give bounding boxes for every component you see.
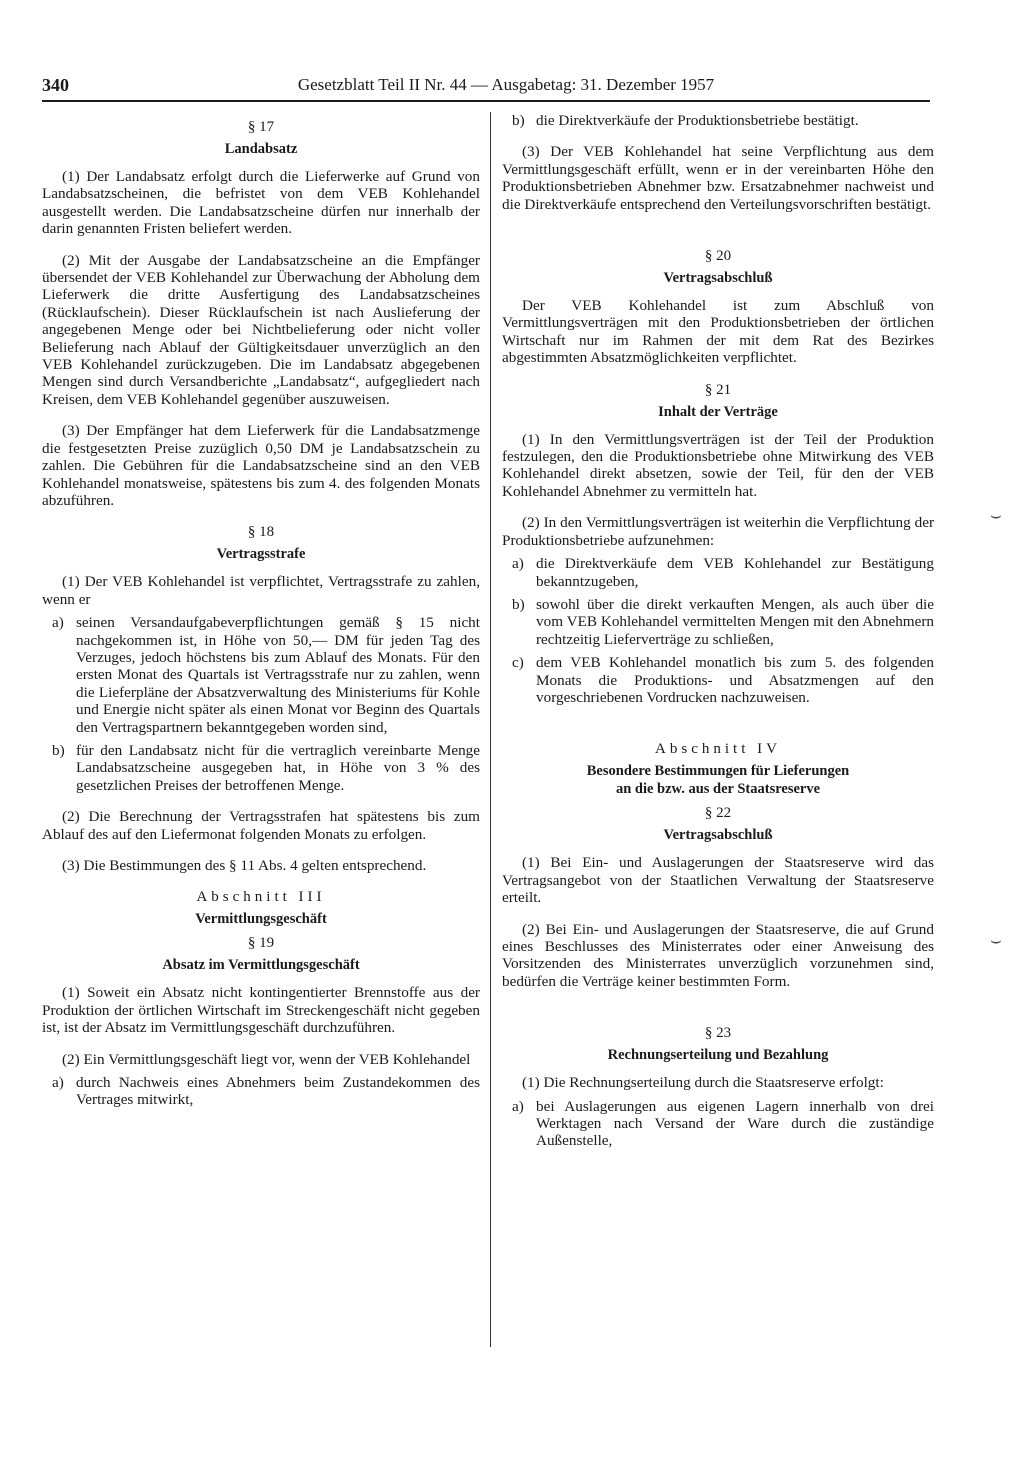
list-item-text: dem VEB Kohlehandel monatlich bis zum 5. des folgenden Monats die Produktions- und Absatzmengen auf den vorgeschriebenen Vordrucken nachzuweisen. [536,654,934,706]
list-item-label: a) [512,555,524,573]
page-number: 340 [42,75,69,95]
section-number: § 20 [704,248,732,265]
paragraph: (1) Der VEB Kohlehandel ist verpflichtet, Vertragsstrafe zu zahlen, wenn er [42,573,480,608]
section-title: Inhalt der Verträge [658,403,778,420]
chapter-title: Besondere Bestimmungen für Lieferungen [586,763,850,780]
list-item [502,112,934,129]
left-column [42,112,480,1115]
paragraph: (1) Soweit ein Absatz nicht kontingentierter Brennstoffe aus der Produktion der örtlichen Wirtschaft im Streckengeschäft nicht gegeben ist, ist der Absatz im Vermittlungsgeschäft durchzuführen. [42,984,480,1037]
list-item-text: die Direktverkäufe dem VEB Kohlehandel zur Bestätigung bekanntzugeben, [536,555,934,590]
paragraph: (1) Der Landabsatz erfolgt durch die Lieferwerke auf Grund von Landabsatzscheinen, die befristet von dem VEB Kohlehandel ausgestellt werden. Die Landabsatzscheine dürfen nur innerhalb der darin genannten Fristen beliefert werden. [42,168,480,238]
paragraph: (2) Ein Vermittlungsgeschäft liegt vor, wenn der VEB Kohlehandel [62,1050,471,1068]
list-item-text: durch Nachweis eines Abnehmers beim Zustandekommen des Vertrages mitwirkt, [76,1074,480,1109]
section-title: Vertragsabschluß [663,827,773,844]
running-head: Gesetzblatt Teil II Nr. 44 — Ausgabetag: 31. Dezember 1957 [297,75,715,94]
paragraph: (2) Bei Ein- und Auslagerungen der Staatsreserve, die auf Grund eines Beschlusses des Ministerrates oder einer Anweisung des Vorsitzenden des Ministerrates unverzüglich vorzunehmen sind, bedürfen die Verträge keiner bestimmten Form. [502,920,934,990]
list-item [42,742,480,794]
section-number: § 21 [704,381,732,398]
scan-mark: ⌣ [990,930,1002,950]
list-item-label: c) [512,654,524,672]
paragraph: (3) Die Bestimmungen des § 11 Abs. 4 gelten entsprechend. [62,857,427,874]
page-header [42,74,930,102]
list-item [42,1074,480,1109]
paragraph: (3) Der Empfänger hat dem Lieferwerk für die Landabsatzmenge die festgesetzten Preise zuzüglich 0,50 DM je Landabsatzschein zu zahlen. Die Gebühren für die Landabsatzscheine sind an den VEB Kohlehandel monatsweise, spätestens bis zum 4. des folgenden Monats abzuführen. [42,422,480,509]
section-number: § 22 [704,805,732,822]
section-number: § 18 [247,524,275,541]
list-item-label: b) [512,112,525,129]
list-item-label: b) [512,595,525,613]
list-item-text: seinen Versandaufgabeverpflichtungen gemäß § 15 nicht nachgekommen ist, in Höhe von 50,— DM für jeden Tag des Verzuges, jedoch höchstens bis zum Ablauf des Monats. Für den ersten Monat des Quartals ist Vertragsstrafe nur zu zahlen, wenn die Lieferpläne der Absatzverwaltung des Ministeriums für Kohle und Energie nicht später als einen Monat vor Beginn des Quartals den Vertragspartnern bekanntgegeben worden sind, [76,614,480,736]
list-item-text: sowohl über die direkt verkauften Mengen, als auch über die vom VEB Kohlehandel vermittelten Mengen mit den Abnehmern rechtzeitig Lieferverträge zu schließen, [536,595,934,648]
right-column [502,112,934,1156]
chapter-title: an die bzw. aus der Staatsreserve [615,781,821,798]
paragraph: (1) In den Vermittlungsverträgen ist der Teil der Produktion festzulegen, den die Produktionsbetriebe ohne Mitwirkung des VEB Kohlehandel direkt absetzen, sowie der Teil, für den der VEB Kohlehandel Abnehmer zu vermitteln hat. [502,430,934,500]
column-divider [490,112,491,1347]
list-item [502,596,934,648]
paragraph: (2) In den Vermittlungsverträgen ist weiterhin die Verpflichtung der Produktionsbetriebe aufzunehmen: [502,514,934,549]
chapter-heading: Abschnitt III [196,889,326,906]
chapter-title: Vermittlungsgeschäft [195,911,327,928]
list-item-label: a) [52,614,64,632]
list-item [502,555,934,590]
list-item [502,1098,934,1150]
list-item-label: a) [512,1097,524,1115]
section-title: Vertragsabschluß [663,270,773,287]
paragraph: (1) Bei Ein- und Auslagerungen der Staatsreserve wird das Vertragsangebot von der Staatlichen Verwaltung der Staatsreserve erteilt. [502,854,934,907]
paragraph: (3) Der VEB Kohlehandel hat seine Verpflichtung aus dem Vermittlungsgeschäft erfüllt, wenn er in der vereinbarten Höhe den Produktionsbetrieben Abnehmer bzw. Ersatzabnehmer nachweist und die Direktverkäufe entsprechend den Verteilungsvorschriften bestätigt. [502,143,934,213]
list-item [502,654,934,706]
section-number: § 23 [704,1025,732,1042]
list-item-label: a) [52,1074,64,1092]
section-title: Vertragsstrafe [216,546,306,563]
section-title: Rechnungserteilung und Bezahlung [607,1047,829,1064]
list-item-label: b) [52,741,65,759]
list-item [42,614,480,736]
paragraph: (1) Die Rechnungserteilung durch die Staatsreserve erfolgt: [522,1074,884,1092]
list-item-text: bei Auslagerungen aus eigenen Lagern innerhalb von drei Werktagen nach Versand der Ware durch die zuständige Außenstelle, [536,1097,934,1150]
section-number: § 17 [247,119,275,135]
paragraph: (2) Mit der Ausgabe der Landabsatzscheine an die Empfänger übersendet der VEB Kohlehandel zur Überwachung der Abholung dem Lieferwerk die dritte Ausfertigung des Landabsatzscheines (Rücklaufschein). Dieser Rücklaufschein ist nach Auslieferung der angegebenen Menge oder bei Nichtbelieferung oder nicht voller Belieferung nach Ablauf der Gültigkeitsdauer unverzüglich an den VEB Kohlehandel zurückzugeben. Die im Landabsatz abgegebenen Mengen sind durch Versandberichte „Landabsatz“, aufgegliedert nach Kreisen, dem VEB Kohlehandel gegenüber auszuweisen. [42,251,480,408]
chapter-heading: Abschnitt IV [655,741,781,758]
list-item-text: die Direktverkäufe der Produktionsbetriebe bestätigt. [536,112,859,129]
section-number: § 19 [247,935,275,952]
paragraph: (2) Die Berechnung der Vertragsstrafen hat spätestens bis zum Ablauf des auf den Liefermonat folgenden Monats zu erfolgen. [42,808,480,843]
section-title: Landabsatz [224,141,298,157]
list-item-text: für den Landabsatz nicht für die vertraglich vereinbarte Menge Landabsatzscheine ausgegeben hat, in Höhe von 3 % des gesetzlichen Preises der betroffenen Menge. [76,741,480,794]
section-title: Absatz im Vermittlungsgeschäft [162,957,360,974]
paragraph: Der VEB Kohlehandel ist zum Abschluß von Vermittlungsverträgen mit den Produktionsbetrieben der örtlichen Wirtschaft nur im Rahmen der mit dem Rat des Bezirkes abgestimmten Absatzmöglichkeiten verpflichtet. [502,297,934,367]
scan-mark: ⌣ [990,505,1002,525]
